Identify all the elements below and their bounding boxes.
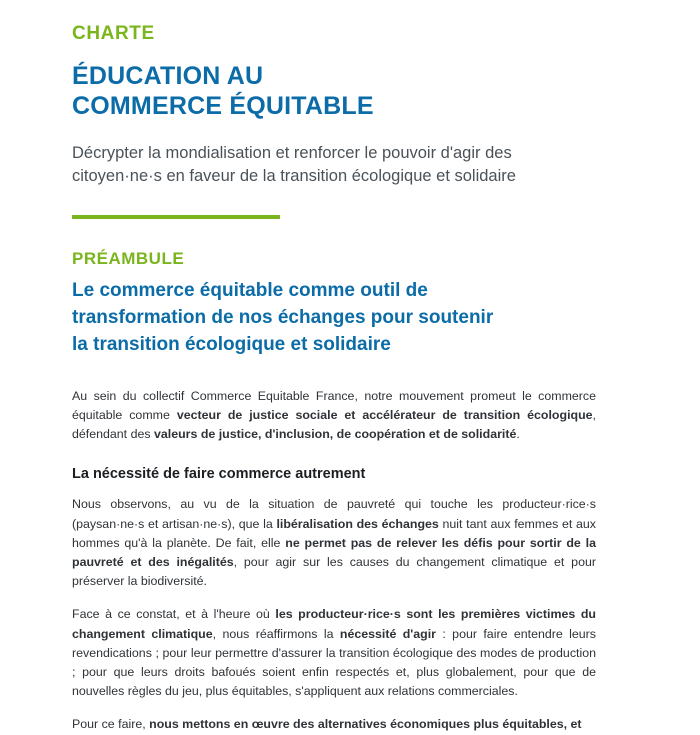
intro-text-d: valeurs de justice, d'inclusion, de coopération et de solidarité — [154, 427, 517, 442]
intro-text-e: . — [516, 427, 520, 442]
preamble-kicker: PRÉAMBULE — [72, 248, 185, 268]
intro-text-b: vecteur de justice sociale et accélérateur de transition écologique — [176, 407, 593, 422]
p3-text-b: les producteur·rice·s sont les premières victimes du changement climatique — [72, 607, 597, 641]
intro-text-a: Au sein du collectif Commerce Equitable France, notre mouvement promeut le commerce équitable comme — [72, 388, 596, 422]
p2-text-a: Nous observons, au vu de la situation de pauvreté qui touche les producteur·rice·s (paysan·ne·s et artisan·ne·s), que la — [72, 497, 596, 531]
p4-text-b: nous mettons en œuvre des alternatives économiques plus équitables, et — [149, 717, 582, 732]
preamble-paragraph-4 — [72, 715, 596, 734]
preamble-intro-paragraph — [72, 387, 596, 445]
preamble-paragraph-3 — [72, 605, 596, 701]
document-subtitle: Décrypter la mondialisation et renforcer le pouvoir d'agir des citoyen·ne·s en faveur de la transition écologique et solidaire — [72, 143, 516, 186]
preamble-paragraph-2 — [72, 495, 596, 591]
p3-text-e: : pour faire entendre leurs revendications ; pour leur permettre d'assurer la transition écologique des modes de production ; pour que leurs droits bafoués soient enfin respectés et, plus globalement, pour que de nouvelles règles du jeu, plus équitables, s'appliquent aux relations commerciales. — [72, 626, 596, 699]
page-title-line-2: COMMERCE ÉQUITABLE — [72, 92, 374, 121]
p2-text-e: , pour agir sur les causes du changement climatique et pour préserver la biodiversité. — [72, 554, 596, 589]
p3-text-a: Face à ce constat, et à l'heure où — [72, 607, 276, 622]
p2-text-d: ne permet pas de relever les défis pour sortir de la pauvreté et des inégalités — [72, 535, 596, 569]
p3-text-c: , nous réaffirmons la — [212, 626, 340, 641]
p2-text-c: nuit tant aux femmes et aux hommes qu'à la planète. De fait, elle — [72, 516, 596, 550]
document-kicker: CHARTE — [72, 23, 155, 44]
preamble-subheading: La nécessité de faire commerce autrement — [72, 466, 366, 483]
preamble-title-line-2: transformation de nos échanges pour soutenir — [72, 306, 494, 328]
p4-text-a: Pour ce faire, — [72, 717, 150, 732]
page-title-line-1: ÉDUCATION AU — [72, 61, 264, 90]
page-title — [72, 61, 628, 122]
p3-text-d: nécessité d'agir — [339, 626, 436, 641]
preamble-title-line-1: Le commerce équitable comme outil de — [72, 279, 428, 301]
preamble-title — [72, 278, 592, 359]
title-divider — [72, 215, 280, 219]
p2-text-b: libéralisation des échanges — [276, 516, 439, 531]
intro-text-c: , défendant des — [72, 407, 596, 442]
preamble-title-line-3: la transition écologique et solidaire — [72, 333, 391, 355]
